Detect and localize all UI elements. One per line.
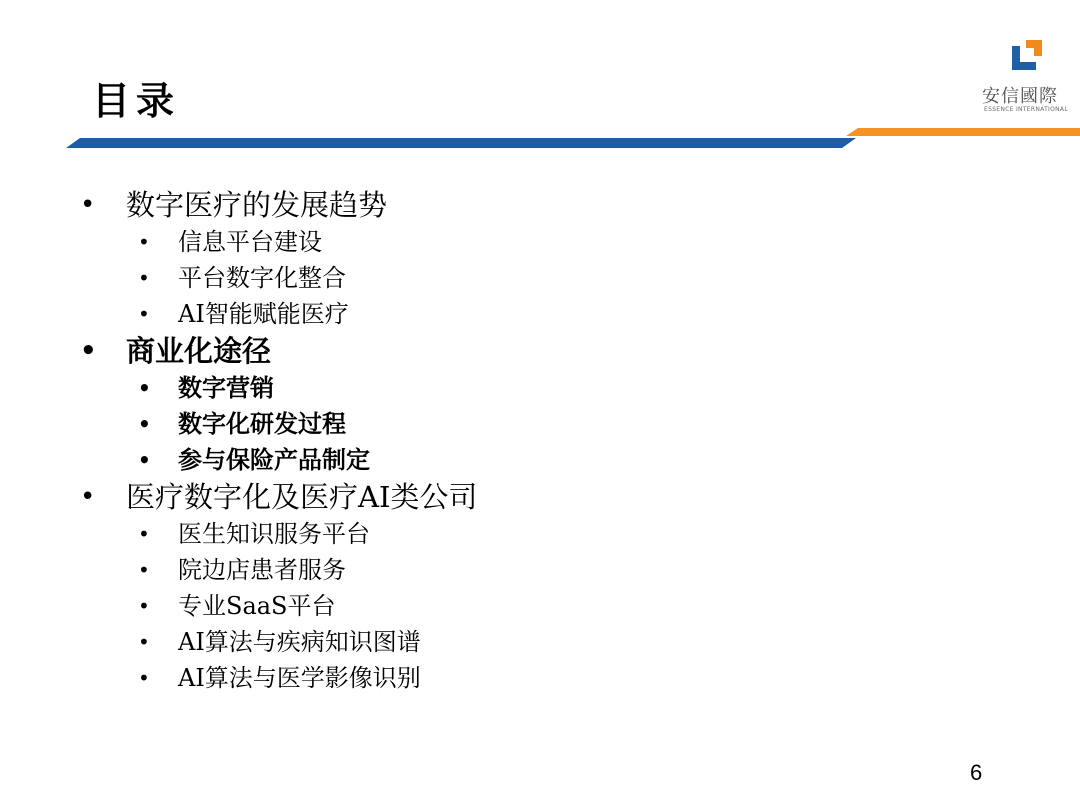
subsection-label: AI算法与医学影像识别 bbox=[178, 664, 421, 692]
subsection-item bbox=[80, 296, 980, 332]
page-number: 6 bbox=[970, 760, 983, 785]
subsection-label: 医生知识服务平台 bbox=[178, 520, 370, 548]
bullet-icon: • bbox=[138, 594, 150, 618]
outline-list bbox=[80, 186, 980, 696]
section-3 bbox=[80, 478, 980, 516]
bullet-icon: • bbox=[80, 190, 96, 220]
bullet-icon: • bbox=[138, 630, 150, 654]
subsection-label: 数字化研发过程 bbox=[178, 409, 346, 438]
subsection-item bbox=[80, 516, 980, 552]
subsection-item bbox=[80, 588, 980, 624]
subsection-label: AI智能赋能医疗 bbox=[178, 300, 349, 328]
bullet-icon: • bbox=[138, 448, 151, 472]
bullet-icon: • bbox=[80, 336, 97, 366]
header-divider-band bbox=[0, 126, 1080, 150]
subsection-label: 专业SaaS平台 bbox=[178, 592, 336, 620]
divider-blue-stripe bbox=[66, 138, 856, 148]
subsection-item bbox=[80, 624, 980, 660]
bullet-icon: • bbox=[138, 666, 150, 690]
subsection-label: AI算法与疾病知识图谱 bbox=[178, 628, 421, 656]
subsection-label: 数字营销 bbox=[178, 373, 274, 402]
subsection-item bbox=[80, 370, 980, 406]
subsection-item bbox=[80, 406, 980, 442]
bullet-icon: • bbox=[138, 302, 150, 326]
bullet-icon: • bbox=[138, 230, 150, 254]
subsection-item bbox=[80, 224, 980, 260]
section-label: 商业化途径 bbox=[126, 334, 272, 368]
company-logo bbox=[982, 36, 1070, 116]
bullet-icon: • bbox=[80, 482, 96, 512]
section-2 bbox=[80, 332, 980, 370]
divider-orange-stripe bbox=[846, 128, 1080, 136]
logo-english-name: ESSENCE INTERNATIONAL bbox=[984, 106, 1068, 113]
bullet-icon: • bbox=[138, 412, 151, 436]
subsection-item bbox=[80, 660, 980, 696]
subsection-label: 平台数字化整合 bbox=[178, 264, 346, 292]
page-title: 目录 bbox=[92, 79, 181, 123]
bullet-icon: • bbox=[138, 558, 150, 582]
logo-mark-icon bbox=[1012, 40, 1042, 70]
bullet-icon: • bbox=[138, 266, 150, 290]
subsection-item bbox=[80, 552, 980, 588]
subsection-item bbox=[80, 442, 980, 478]
section-label: 医疗数字化及医疗AI类公司 bbox=[126, 480, 478, 514]
logo-chinese-name: 安信國際 bbox=[982, 86, 1058, 107]
section-1 bbox=[80, 186, 980, 224]
bullet-icon: • bbox=[138, 376, 151, 400]
subsection-label: 信息平台建设 bbox=[178, 228, 322, 256]
subsection-label: 参与保险产品制定 bbox=[178, 445, 370, 474]
section-label: 数字医疗的发展趋势 bbox=[126, 188, 388, 222]
subsection-item bbox=[80, 260, 980, 296]
subsection-label: 院边店患者服务 bbox=[178, 556, 346, 584]
bullet-icon: • bbox=[138, 522, 150, 546]
